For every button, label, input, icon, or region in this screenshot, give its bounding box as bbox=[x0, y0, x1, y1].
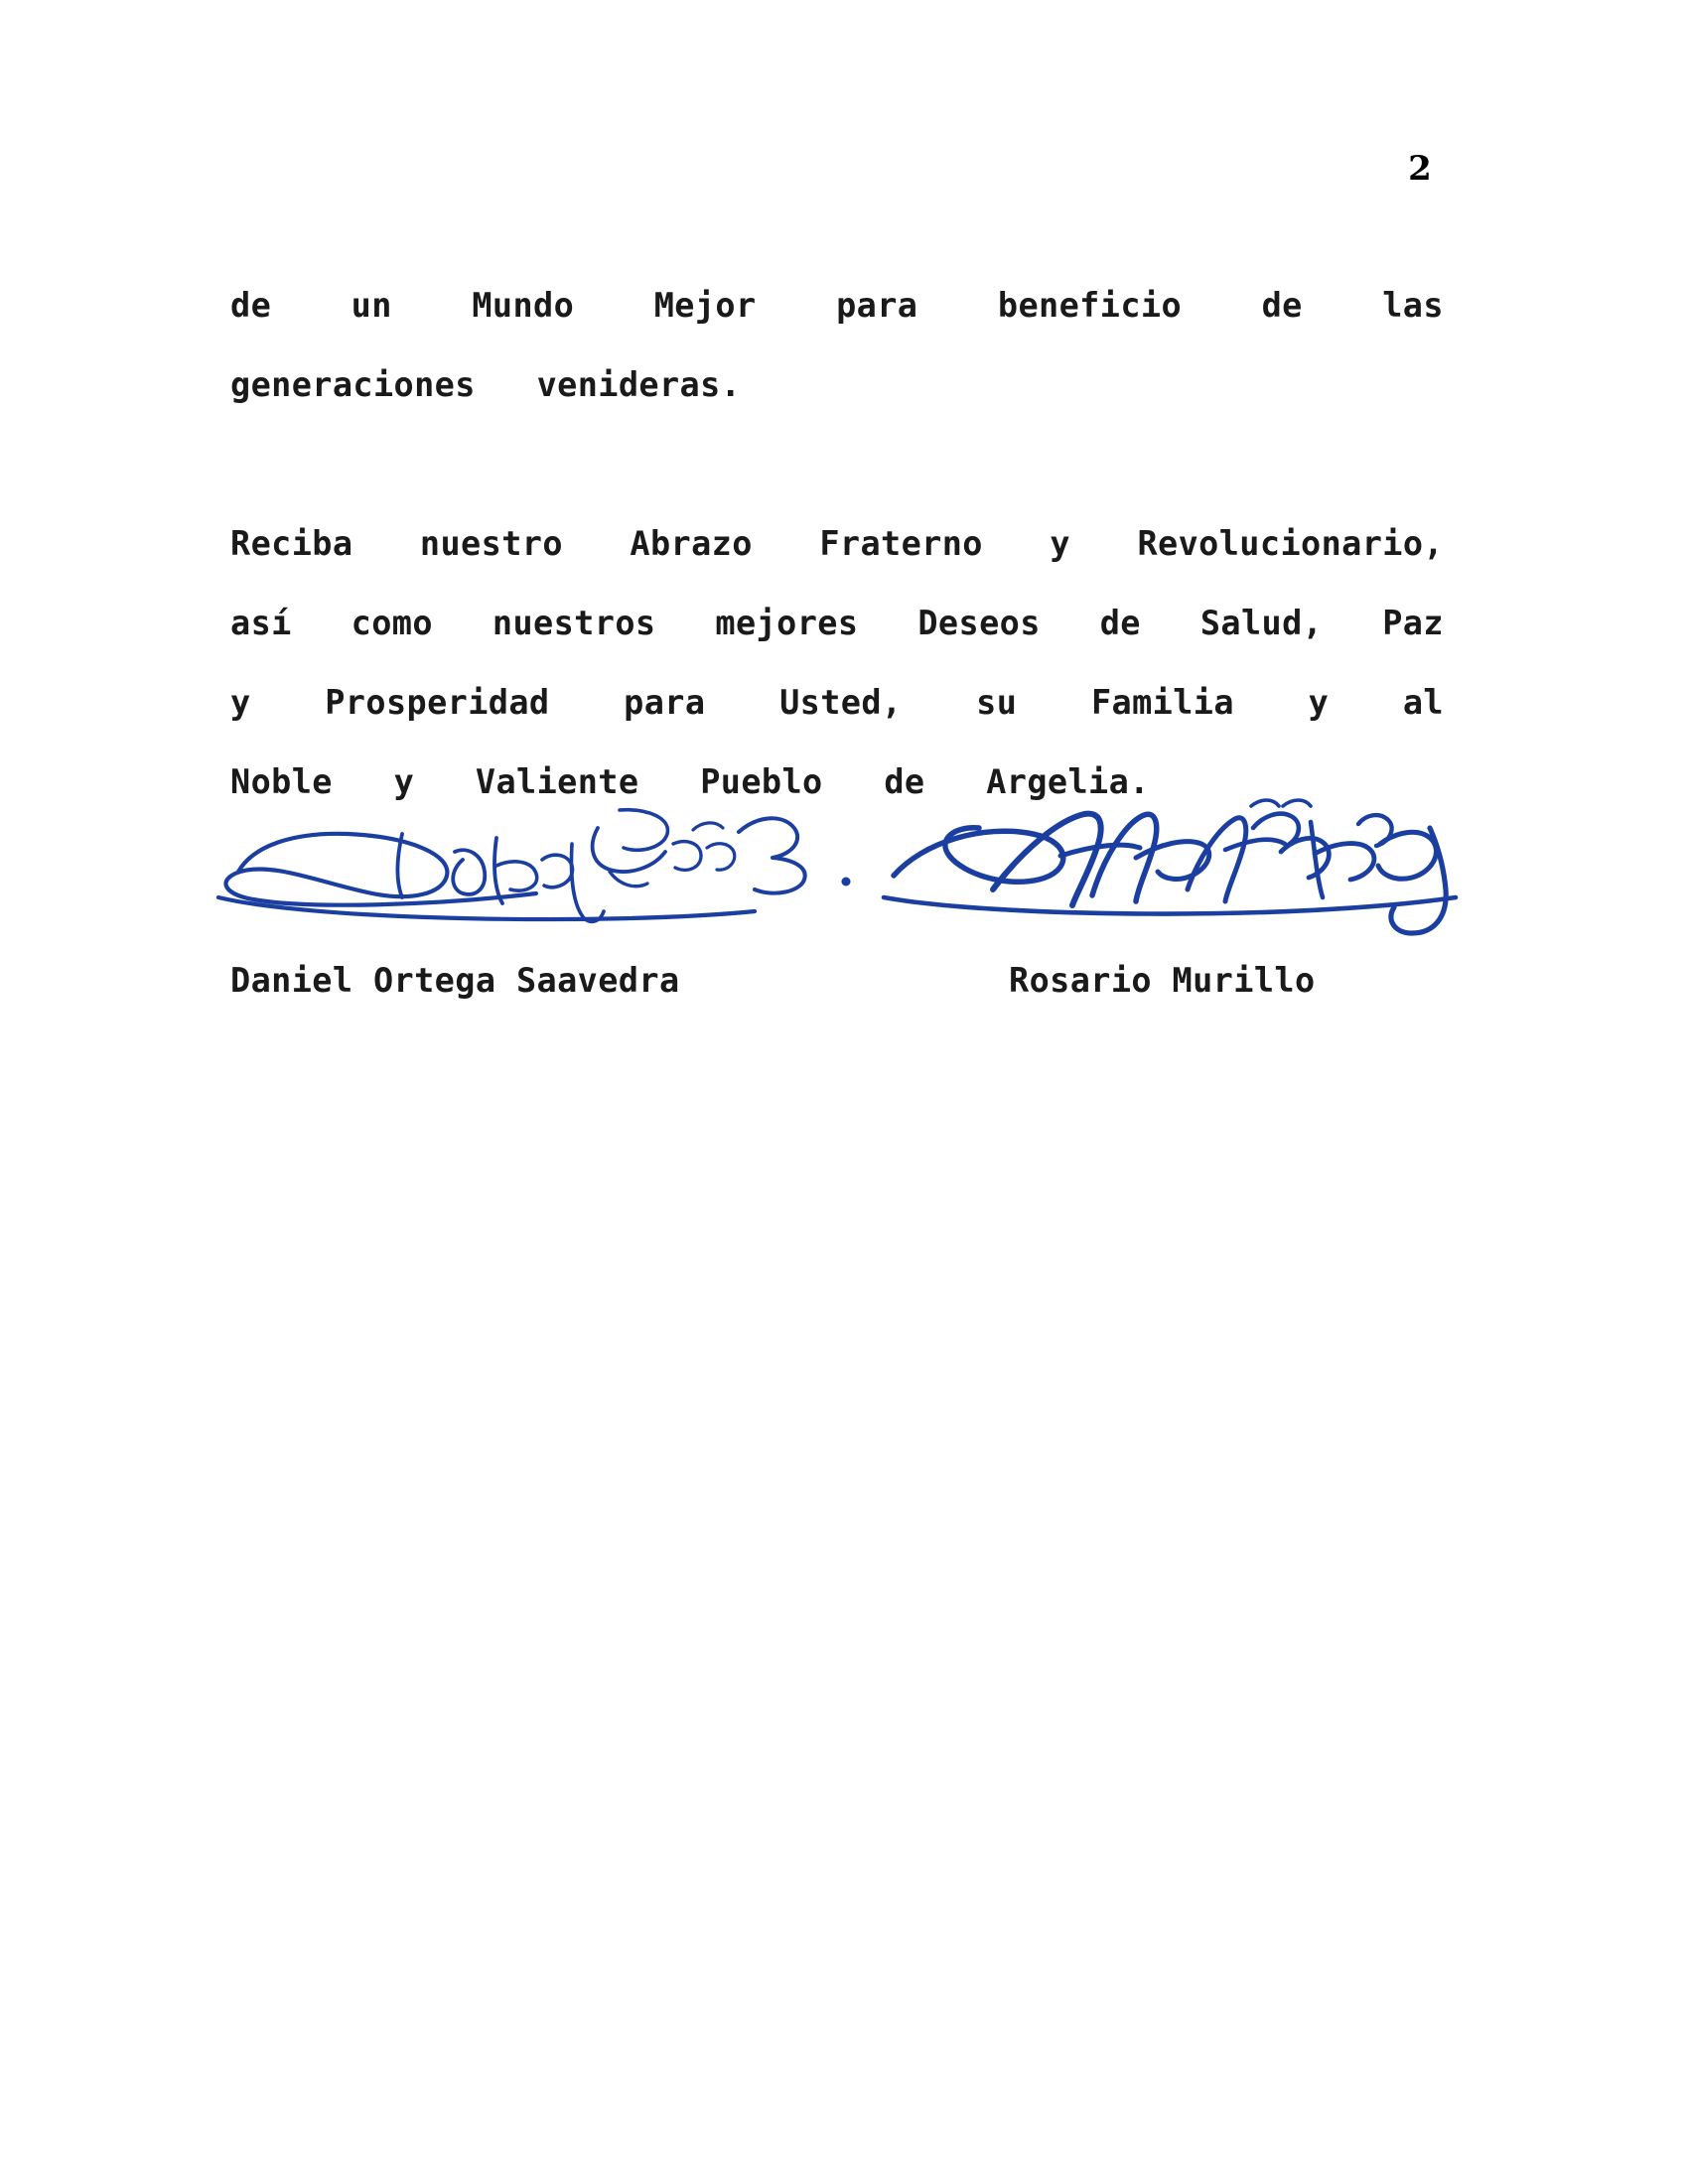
word: para bbox=[624, 683, 706, 722]
word: Familia bbox=[1090, 683, 1234, 722]
paragraph-2 bbox=[230, 504, 1444, 822]
word: Usted, bbox=[779, 683, 903, 722]
word: Revolucionario, bbox=[1137, 524, 1444, 563]
word: beneficio bbox=[997, 286, 1183, 325]
signature-name-left: Daniel Ortega Saavedra bbox=[230, 961, 680, 1000]
page-number: 2 bbox=[1408, 149, 1432, 189]
word: Abrazo bbox=[630, 524, 753, 563]
word: mejores bbox=[715, 604, 859, 642]
word: Reciba bbox=[230, 524, 353, 563]
word: y bbox=[393, 762, 415, 801]
word: Mejor bbox=[653, 286, 757, 325]
word: de bbox=[230, 286, 272, 325]
text-line bbox=[230, 504, 1444, 584]
word: venideras. bbox=[536, 365, 742, 404]
word: así bbox=[230, 604, 292, 642]
word: Argelia. bbox=[986, 762, 1150, 801]
word: nuestro bbox=[419, 524, 563, 563]
word: y bbox=[230, 683, 251, 722]
word: Noble bbox=[230, 762, 333, 801]
word: y bbox=[1308, 683, 1330, 722]
word: las bbox=[1382, 286, 1444, 325]
signature-name-right: Rosario Murillo bbox=[1009, 961, 1316, 1000]
signature-area bbox=[0, 794, 1688, 1032]
text-line bbox=[230, 663, 1444, 743]
word: y bbox=[1050, 524, 1070, 563]
handwritten-signature-daniel-ortega bbox=[218, 810, 851, 922]
word: de bbox=[1099, 604, 1141, 642]
text-line bbox=[230, 266, 1444, 345]
word: al bbox=[1402, 683, 1444, 722]
word: de bbox=[884, 762, 925, 801]
word: Valiente bbox=[475, 762, 639, 801]
word: de bbox=[1261, 286, 1303, 325]
signatures-svg bbox=[199, 794, 1539, 963]
text-line bbox=[230, 345, 1444, 425]
word: Pueblo bbox=[700, 762, 823, 801]
word: un bbox=[351, 286, 392, 325]
word: su bbox=[976, 683, 1018, 722]
word: nuestros bbox=[492, 604, 656, 642]
word: para bbox=[836, 286, 918, 325]
word: Prosperidad bbox=[325, 683, 550, 722]
word: Mundo bbox=[472, 286, 575, 325]
word: Salud, bbox=[1199, 604, 1324, 642]
text-line bbox=[230, 584, 1444, 663]
word: como bbox=[351, 604, 433, 642]
word: Fraterno bbox=[819, 524, 983, 563]
handwritten-signature-rosario-murillo bbox=[884, 800, 1456, 933]
word: Deseos bbox=[917, 604, 1041, 642]
word: Paz bbox=[1382, 604, 1444, 642]
paragraph-1 bbox=[230, 266, 1444, 425]
word: generaciones bbox=[230, 365, 476, 404]
